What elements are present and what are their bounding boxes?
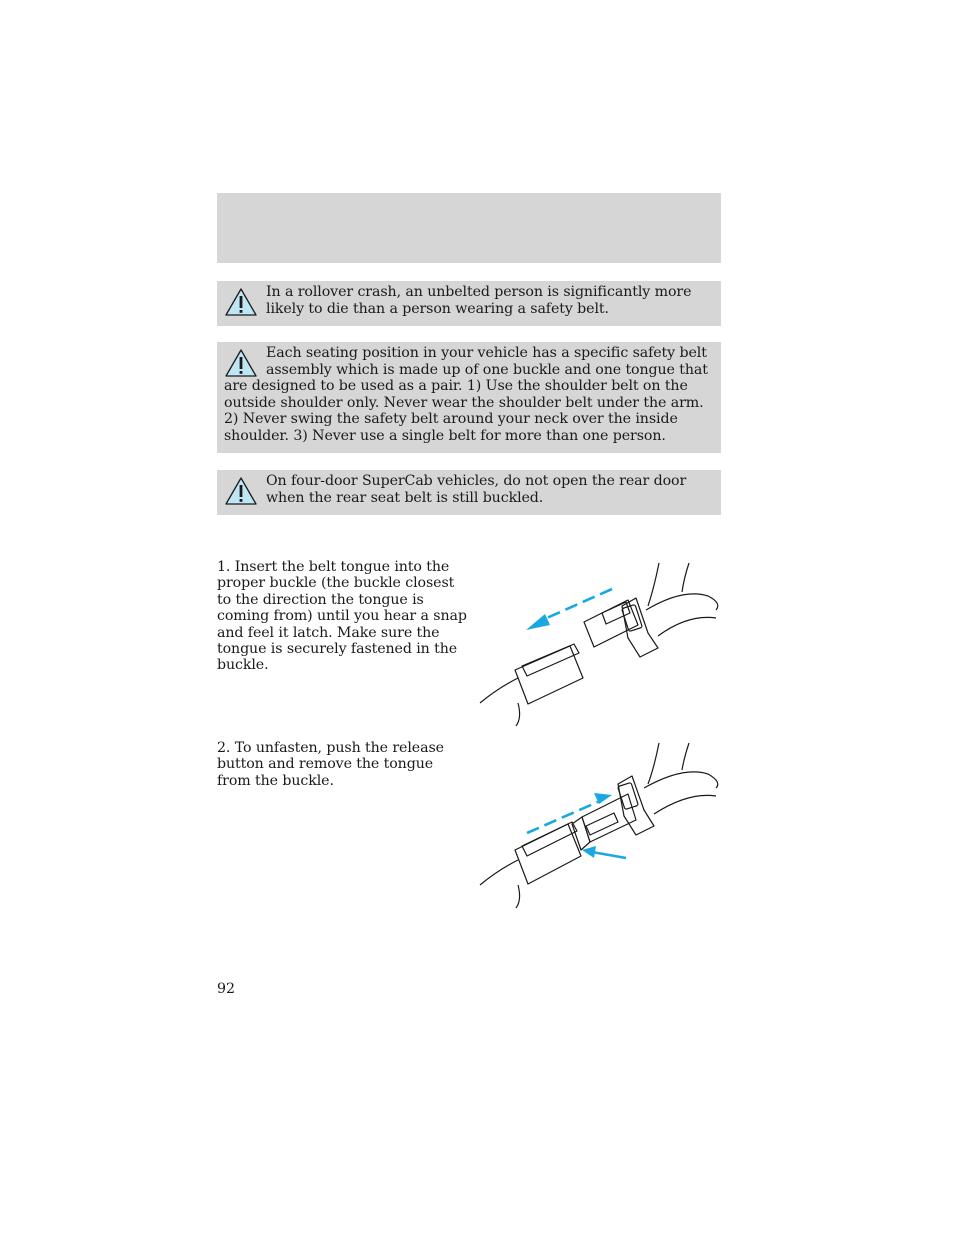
illustration-insert-tongue — [478, 558, 722, 728]
warning-text: On four-door SuperCab vehicles, do not open the rear door when the rear seat belt is still buckled. — [266, 473, 687, 506]
header-band — [217, 193, 721, 263]
step-unfasten: 2. To unfasten, push the release button and remove the tongue from the buckle. — [217, 740, 444, 789]
page-number: 92 — [217, 981, 236, 997]
warning-box-supercab-door — [217, 470, 721, 515]
warning-text: Each seating position in your vehicle has a specific safety belt assembly which is made up of one buckle and one tongue that are designed to be used as a pair. 1) Use the shoulder belt on the outside shoulder only. Never wear the shoulder belt under the arm. 2) Never swing the safety belt around your neck over the inside shoulder. 3) Never use a single belt for more than one person. — [224, 345, 708, 444]
illustration-release-buckle — [478, 740, 722, 910]
step-insert-tongue: 1. Insert the belt tongue into the proper buckle (the buckle closest to the direction the tongue is coming from) until you hear a snap and feel it latch. Make sure the tongue is securely fastened in the buckle. — [217, 559, 467, 674]
warning-triangle-icon — [224, 476, 258, 506]
push-arrow — [582, 846, 626, 858]
direction-arrow — [526, 589, 612, 630]
warning-box-seating-position — [217, 342, 721, 453]
warning-text: In a rollover crash, an unbelted person is significantly more likely to die than a person wearing a safety belt. — [266, 284, 692, 317]
warning-box-rollover — [217, 281, 721, 326]
warning-triangle-icon — [224, 287, 258, 317]
warning-triangle-icon — [224, 348, 258, 378]
